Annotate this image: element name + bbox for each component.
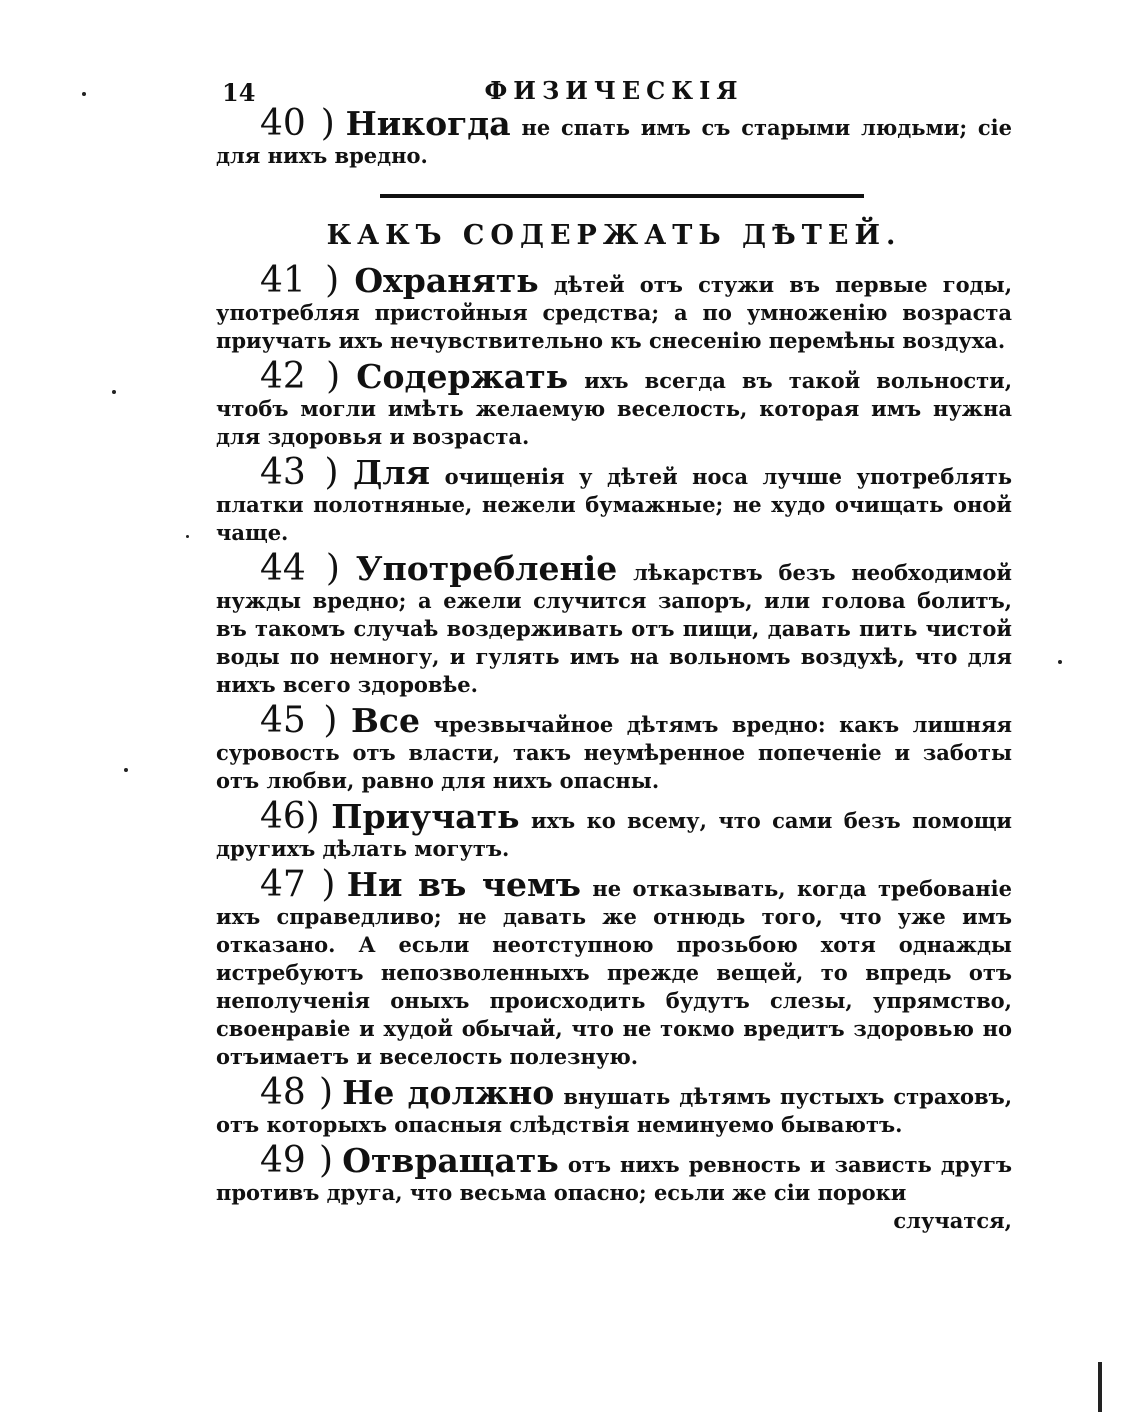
paragraph-number: 47 ) (260, 864, 336, 905)
scan-speck (82, 92, 86, 96)
paragraph-number: 49 ) (260, 1140, 334, 1181)
running-head: ФИЗИЧЕСКІЯ (484, 76, 744, 105)
paragraph-text: не спать имъ съ старыми людьми; сіе для нихъ вредно. (216, 115, 1013, 168)
paragraph-lead-word: Для (353, 453, 431, 492)
paragraph-text: внушать дѣтямъ пустыхъ страховъ, отъ которыхъ опасныя слѣдствія неминуемо бываютъ. (216, 1084, 1013, 1137)
paragraph-text: лѣкарствъ безъ необходимой нужды вредно; а ежели случится запоръ, или голова болитъ, въ такомъ случаѣ воздерживать отъ пищи, давать пить чистой воды по немногу, и гулять имъ на вольномъ воздухѣ, что для нихъ всего здоровѣе. (216, 560, 1012, 697)
paragraph-number: 43 ) (260, 452, 339, 493)
paragraph-text: ихъ всегда въ такой вольности, чтобъ могли имѣть желаемую веселость, которая имъ нужна для здоровья и возраста. (216, 368, 1013, 449)
paragraph-lead-word: Ни въ чемъ (346, 865, 581, 904)
paragraph-45 (216, 700, 1012, 795)
paragraph-number: 46) (260, 796, 320, 837)
paragraph-text: чрезвычайное дѣтямъ вредно: какъ лишняя суровость отъ власти, такъ неумѣренное попеченіе и заботы отъ любви, равно для нихъ опасны. (216, 712, 1012, 793)
paragraph-lead-word: Охранять (354, 261, 539, 300)
scan-speck (186, 535, 189, 538)
paragraph-lead-word: Не должно (342, 1073, 555, 1112)
paragraph-text: отъ нихъ ревность и зависть другъ противъ друга, что весьма опасно; есьли же сіи пороки (216, 1152, 1013, 1205)
paragraph-43 (216, 452, 1013, 547)
paragraph-41 (216, 260, 1013, 355)
page-edge-mark (1098, 1362, 1102, 1412)
paragraph-number: 40 ) (260, 103, 335, 144)
paragraph-47 (216, 864, 1012, 1071)
book-page (216, 70, 1012, 1235)
paragraph-number: 45 ) (260, 700, 338, 741)
scan-speck (1058, 660, 1062, 664)
paragraph-number: 48 ) (260, 1072, 334, 1113)
paragraph-lead-word: Все (350, 701, 420, 740)
paragraph-text: очищенія у дѣтей носа лучше употреблять платки полотняные, нежели бумажные; не худо очищать оной чаще. (216, 464, 1013, 545)
paragraph-number: 42 ) (260, 356, 341, 397)
paragraph-lead-word: Отвращать (342, 1141, 559, 1180)
page-header (216, 70, 1012, 110)
scan-speck (124, 768, 128, 772)
catchword: случатся, (893, 1208, 1012, 1233)
paragraph-lead-word: Содержать (356, 357, 569, 396)
section-title: КАКЪ СОДЕРЖАТЬ ДѢТЕЙ. (326, 220, 902, 251)
paragraph-text: дѣтей отъ стужи въ первые годы, употребляя пристойныя средства; а по умноженію возраста приучать ихъ нечувствительно къ снесенію перемѣны воздуха. (216, 272, 1013, 353)
paragraph-44 (216, 548, 1012, 699)
paragraph-46 (216, 796, 1013, 863)
paragraph-42 (216, 356, 1013, 451)
paragraph-text: ихъ ко всему, что сами безъ помощи другихъ дѣлать могутъ. (216, 808, 1013, 861)
page-number: 14 (222, 78, 256, 107)
paragraph-40 (216, 103, 1013, 170)
paragraph-number: 41 ) (260, 260, 340, 301)
paragraph-lead-word: Никогда (345, 104, 511, 143)
paragraph-49 (216, 1140, 1013, 1235)
section-divider (380, 194, 864, 198)
paragraph-text: не отказывать, когда требованіе ихъ справедливо; не давать же отнюдь того, что уже имъ отказано. А есьли неотступною прозьбою хотя однажды истребуютъ непозволенныхъ прежде вещей, то впредь отъ неполученія оныхъ происходить будутъ слезы, упрямство, своенравіе и худой обычай, что не токмо вредитъ здоровью но отъимаетъ и веселость полезную. (216, 876, 1012, 1069)
paragraph-48 (216, 1072, 1013, 1139)
scan-speck (112, 390, 116, 394)
paragraph-number: 44 ) (260, 548, 340, 589)
paragraph-lead-word: Употребленіе (355, 549, 618, 588)
paragraph-lead-word: Приучать (331, 797, 520, 836)
